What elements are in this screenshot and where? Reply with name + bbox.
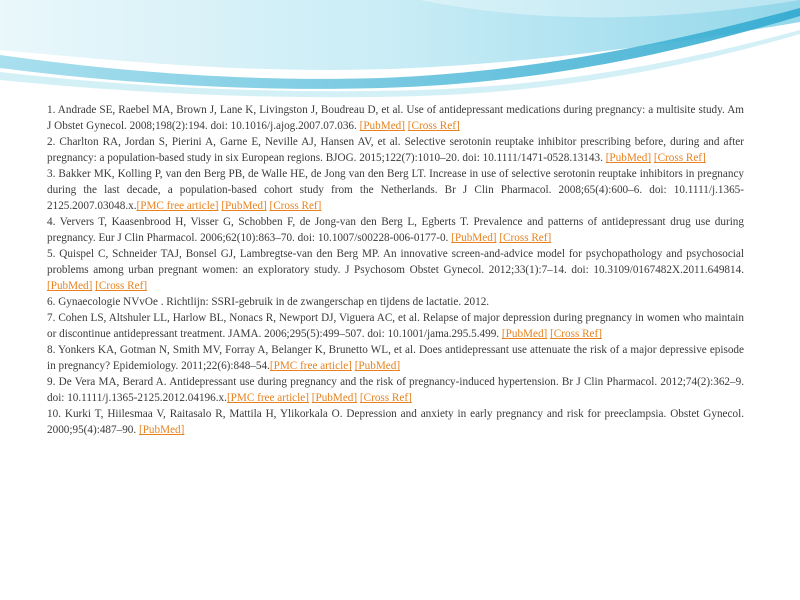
reference-text: 5. Quispel C, Schneider TAJ, Bonsel GJ, Lambregtse-van den Berg MP. An innovative screen-and-advice model for psychopathology and psychosocial problems among urban pregnant women: an exploratory study. J Psychosom Obstet Gynecol. 2012;33(1):7–14. doi: 10.3109/0167482X.2011.649814. (47, 248, 744, 276)
reference-link[interactable]: [Cross Ref] (407, 120, 460, 132)
reference-link[interactable]: [PubMed] (605, 152, 652, 164)
reference-text: 8. Yonkers KA, Gotman N, Smith MV, Forray A, Belanger K, Brunetto WL, et al. Does antidepressant use attenuate the risk of a major depressive episode in pregnancy? Epidemiology. 2011;22(6):848–54. (47, 344, 744, 372)
reference-item (47, 102, 744, 134)
reference-item (47, 294, 744, 310)
reference-link[interactable]: [PubMed] (221, 200, 267, 212)
reference-link[interactable]: [PubMed] (501, 328, 548, 340)
reference-item (47, 374, 744, 406)
reference-text: 9. De Vera MA, Berard A. Antidepressant use during pregnancy and the risk of pregnancy-induced hypertension. Br J Clin Pharmacol. 2012;74(2):362–9. doi: 10.1111/j.1365-2125.2012.04196.x. (47, 376, 744, 404)
reference-item (47, 134, 744, 166)
reference-link[interactable]: [PubMed] (47, 280, 93, 292)
reference-item (47, 342, 744, 374)
reference-item (47, 214, 744, 246)
reference-link[interactable]: [Cross Ref] (550, 328, 602, 340)
reference-link[interactable]: [PMC free article] (226, 392, 309, 404)
reference-text: 2. Charlton RA, Jordan S, Pierini A, Garne E, Neville AJ, Hansen AV, et al. Selective serotonin reuptake inhibitor prescribing before, during and after pregnancy: a population-based study in six European regions. BJOG. 2015;122(7):1010–20. doi: 10.1111/1471-0528.13143. (47, 136, 744, 164)
reference-link[interactable]: [PubMed] (138, 424, 185, 436)
reference-item (47, 246, 744, 294)
reference-text: 6. Gynaecologie NVvOe . Richtlijn: SSRI-gebruik in de zwangerschap en tijdens de lactatie. 2012. (47, 296, 490, 308)
reference-item (47, 406, 744, 438)
reference-text: 1. Andrade SE, Raebel MA, Brown J, Lane K, Livingston J, Boudreau D, et al. Use of antidepressant medications during pregnancy: a multisite study. Am J Obstet Gynecol. 2008;198(2):194. doi: 10.1016/j.ajog.2007.07.036. (47, 104, 744, 132)
reference-list (47, 102, 744, 438)
reference-link[interactable]: [PubMed] (451, 232, 497, 244)
reference-link[interactable]: [PMC free article] (269, 360, 352, 372)
reference-item (47, 310, 744, 342)
reference-link[interactable]: [Cross Ref] (499, 232, 552, 244)
reference-text: 7. Cohen LS, Altshuler LL, Harlow BL, Nonacs R, Newport DJ, Viguera AC, et al. Relapse of major depression during pregnancy in women who maintain or discontinue antidepressant treatment. JAMA. 2006;295(5):499–507. doi: 10.1001/jama.295.5.499. (47, 312, 744, 340)
reference-link[interactable]: [Cross Ref] (359, 392, 412, 404)
header-wave-decoration (0, 0, 800, 100)
reference-text: 4. Ververs T, Kaasenbrood H, Visser G, Schobben F, de Jong-van den Berg L, Egberts T. Prevalence and patterns of antidepressant drug use during pregnancy. Eur J Clin Pharmacol. 2006;62(10):863–70. doi: 10.1007/s00228-006-0177-0. (47, 216, 744, 244)
reference-link[interactable]: [Cross Ref] (95, 280, 148, 292)
reference-link[interactable]: [PubMed] (354, 360, 401, 372)
reference-link[interactable]: [PubMed] (359, 120, 405, 132)
reference-link[interactable]: [Cross Ref] (269, 200, 322, 212)
reference-item (47, 166, 744, 214)
reference-text: 10. Kurki T, Hiilesmaa V, Raitasalo R, Mattila H, Ylikorkala O. Depression and anxiety in early pregnancy and risk for preeclampsia. Obstet Gynecol. 2000;95(4):487–90. (47, 408, 744, 436)
reference-link[interactable]: [PMC free article] (136, 200, 219, 212)
reference-text: 3. Bakker MK, Kolling P, van den Berg PB, de Walle HE, de Jong van den Berg LT. Increase in use of selective serotonin reuptake inhibitors in pregnancy during the last decade, a population-based cohort study from the Netherlands. Br J Clin Pharmacol. 2008;65(4):600–6. doi: 10.1111/j.1365-2125.2007.03048.x. (47, 168, 744, 212)
reference-link[interactable]: [PubMed] (311, 392, 358, 404)
reference-link[interactable]: [Cross Ref] (653, 152, 706, 164)
